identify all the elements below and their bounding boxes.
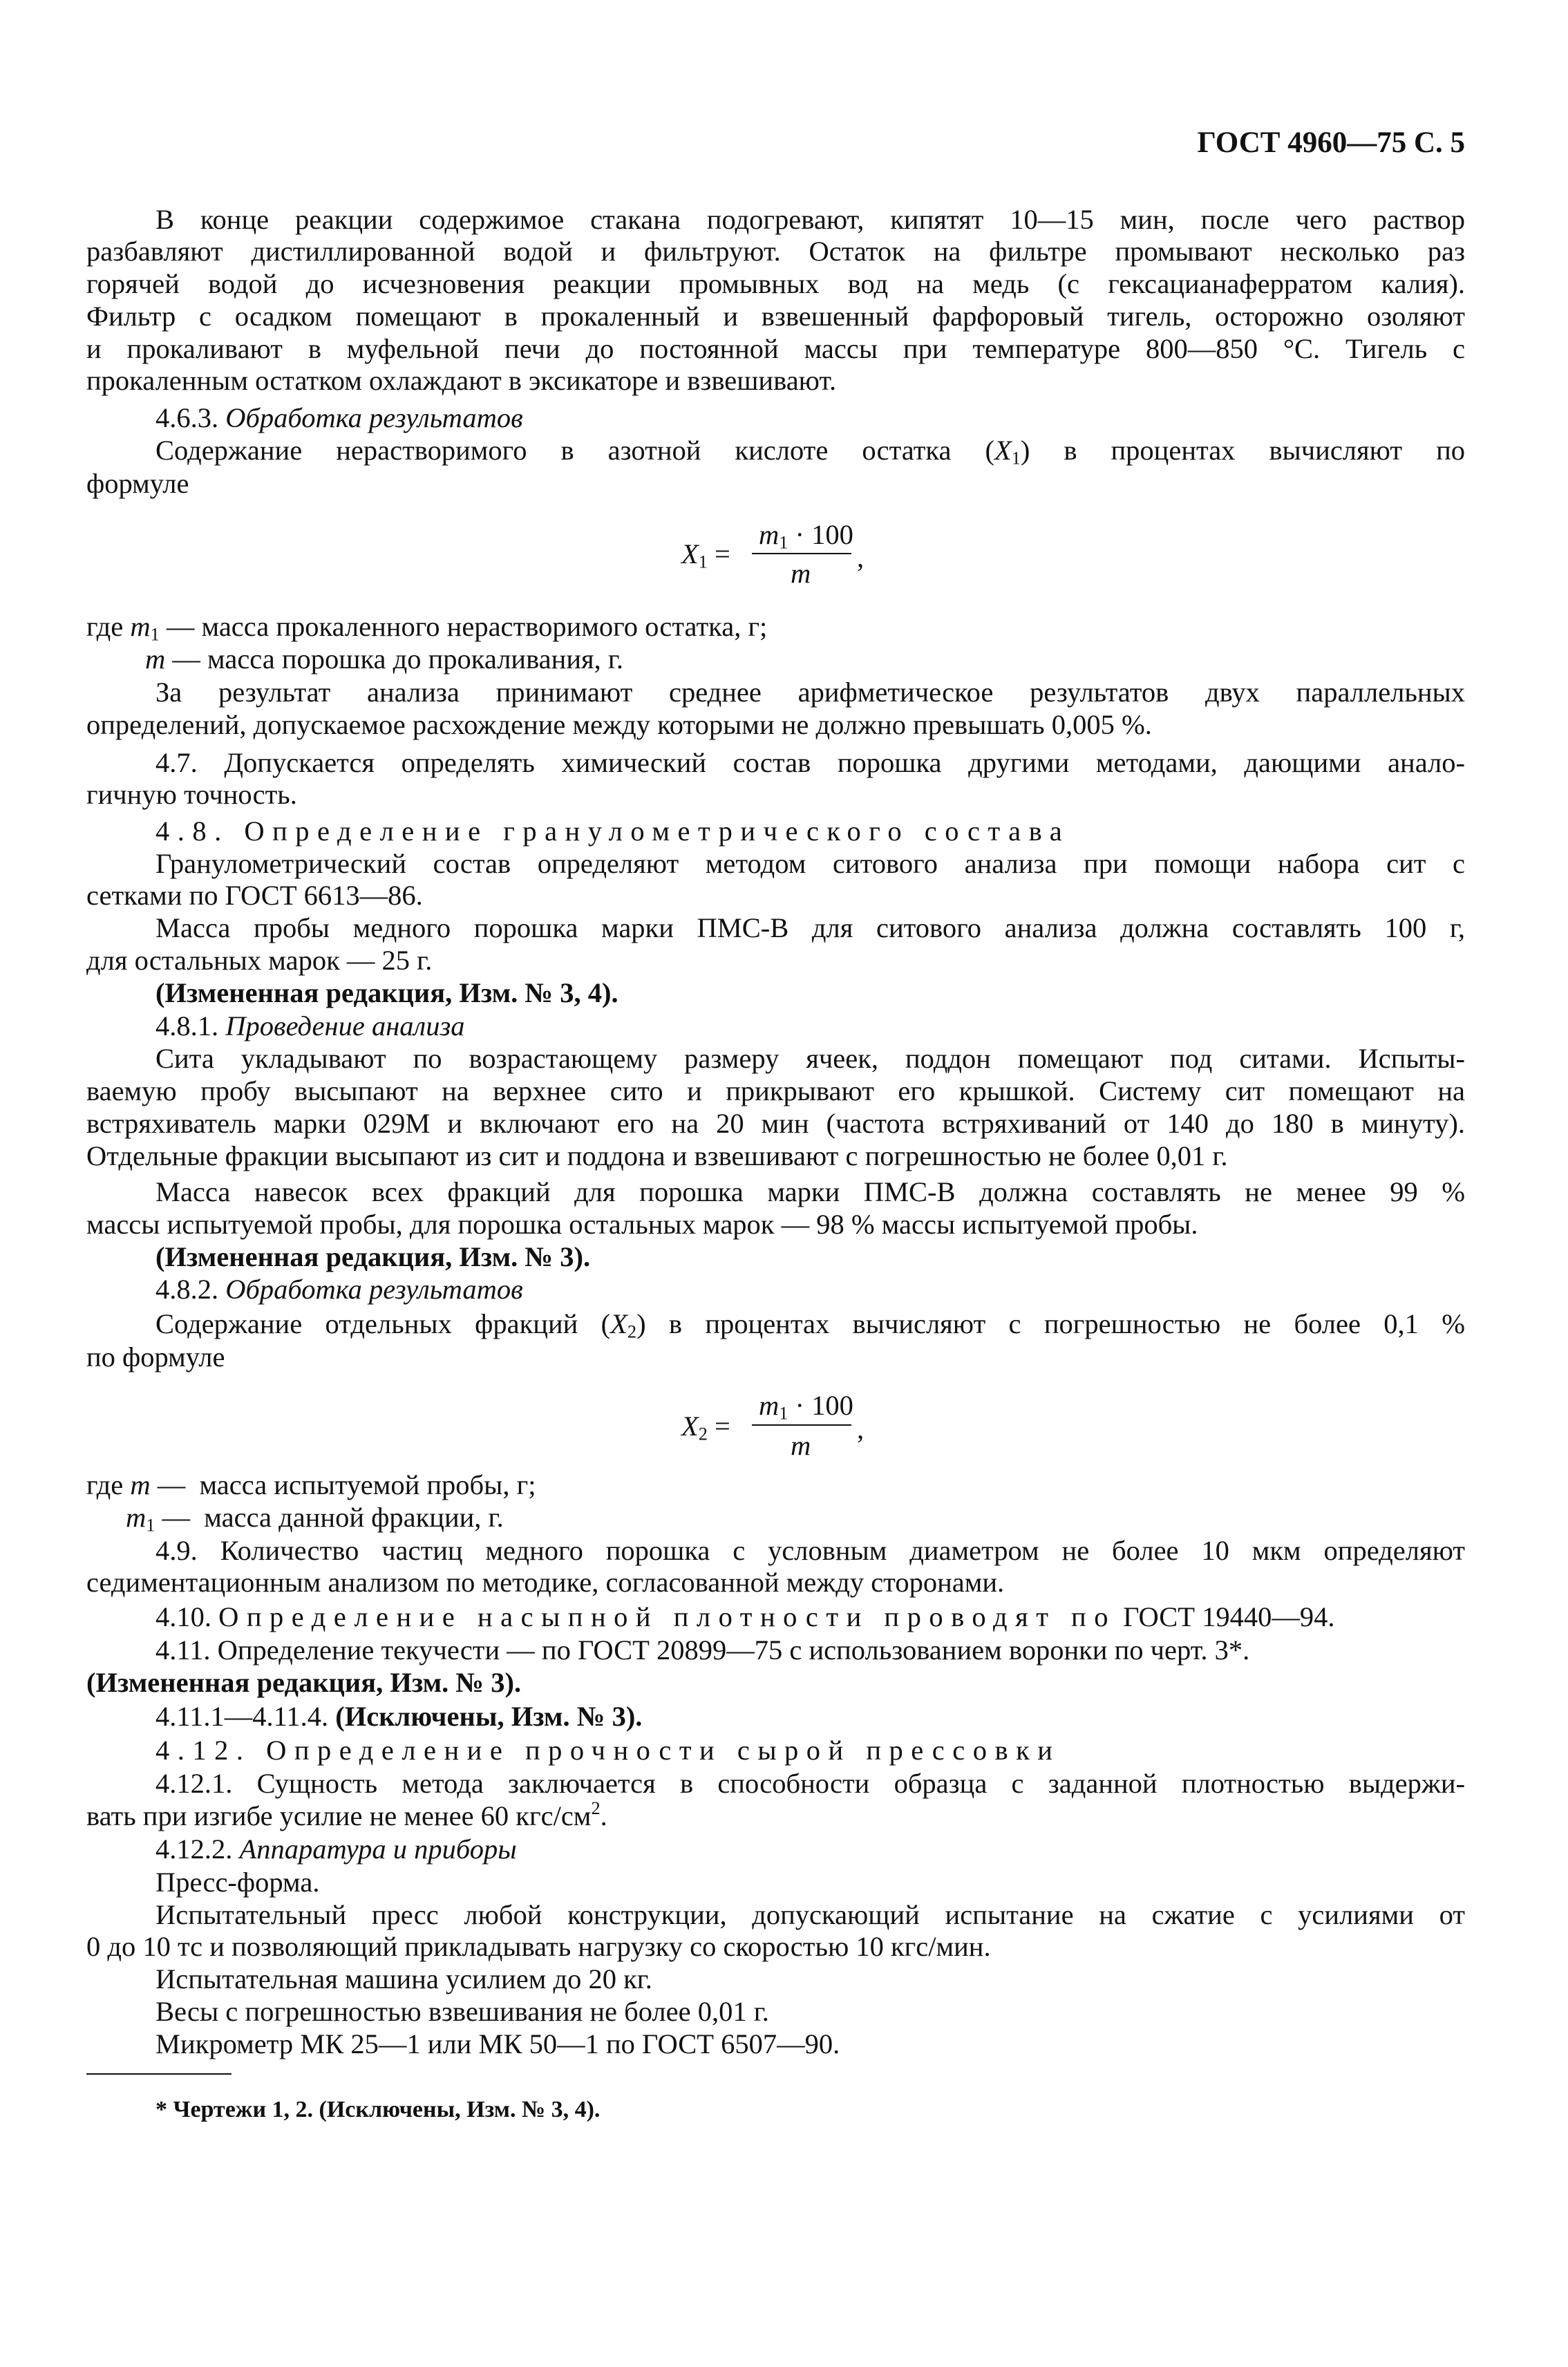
text-line: формуле: [86, 468, 189, 499]
formula-lhs: $X_1$ =: [681, 538, 730, 572]
section-heading: 4.12.2. Аппаратура и приборы: [155, 1833, 517, 1865]
section-heading: 4.8. Определение гранулометрического состава: [155, 815, 1070, 847]
text-line: сетками по ГОСТ 6613—86.: [86, 880, 423, 911]
text-line: Отдельные фракции высыпают из сит и поддона и взвешивают с погрешностью не более 0,01 г.: [86, 1140, 1228, 1171]
text-line: 4.11.1—4.11.4. (Исключены, Изм. № 3).: [155, 1701, 643, 1732]
amendment-note: (Измененная редакция, Изм. № 3).: [86, 1667, 522, 1698]
text-line: За результат анализа принимают среднее арифметическое результатов двух параллельных: [155, 677, 1465, 708]
text-line: 4.11. Определение текучести — по ГОСТ 20899—75 с использованием воронки по черт. 3*.: [155, 1634, 1250, 1666]
text-line: Гранулометрический состав определяют методом ситового анализа при помощи набора сит с: [155, 848, 1465, 879]
text-line: Масса пробы медного порошка марки ПМС-В для ситового анализа должна составлять 100 г,: [155, 912, 1465, 943]
text-line: Масса навесок всех фракций для порошка марки ПМС-В должна составлять не менее 99 %: [155, 1176, 1465, 1207]
section-heading: 4.10. Определение насыпной плотности проводят по ГОСТ 19440—94.: [155, 1601, 1335, 1632]
section-heading: 4.8.2. Обработка результатов: [155, 1274, 523, 1305]
text-line: гичную точность.: [86, 779, 297, 810]
formula-denominator: m: [791, 1430, 811, 1461]
text-line: прокаленным остатком охлаждают в эксикаторе и взвешивают.: [86, 365, 837, 396]
footnote: * Чертежи 1, 2. (Исключены, Изм. № 3, 4).: [155, 2097, 601, 2122]
text-line: В конце реакции содержимое стакана подогревают, кипятят 10—15 мин, после чего раствор: [155, 204, 1465, 235]
section-heading: 4.8.1. Проведение анализа: [155, 1010, 465, 1041]
formula-denominator: m: [791, 558, 811, 589]
list-item: Микрометр МК 25—1 или МК 50—1 по ГОСТ 6507—90.: [155, 2028, 840, 2059]
text-line: где m — масса испытуемой пробы, г;: [86, 1469, 536, 1500]
text-line: 4.7. Допускается определять химический состав порошка другими методами, дающими анало-: [155, 747, 1465, 778]
text-line: Содержание отдельных фракций $(X_2)$ в процентах вычисляют с погрешностью не более 0,1 %: [155, 1308, 1465, 1342]
formula-numerator: $m_1 \cdot 100$: [759, 1390, 853, 1424]
text-line: по формуле: [86, 1341, 225, 1373]
text-line: и прокаливают в муфельной печи до постоянной массы при температуре 800—850 °С. Тигель с: [86, 333, 1465, 364]
text-line: определений, допускаемое расхождение между которыми не должно превышать 0,005 %.: [86, 709, 1152, 740]
list-item: Испытательная машина усилием до 20 кг.: [155, 1963, 652, 1994]
list-item: Пресс-форма.: [155, 1867, 320, 1898]
text-line: горячей водой до исчезновения реакции промывных вод на медь (с гексацианаферратом калия).: [86, 268, 1465, 299]
list-item: Весы с погрешностью взвешивания не более 0,01 г.: [155, 1996, 769, 2027]
formula-numerator: $m_1 \cdot 100$: [759, 519, 853, 553]
text-line: разбавляют дистиллированной водой и фильтруют. Остаток на фильтре промывают несколько раз: [86, 236, 1465, 267]
footnote-divider: [86, 2073, 232, 2075]
fraction-bar: [752, 1424, 851, 1426]
text-line: 4.9. Количество частиц медного порошка с условным диаметром не более 10 мкм определяют: [155, 1535, 1465, 1566]
page-header: ГОСТ 4960—75 С. 5: [1197, 126, 1465, 159]
formula-lhs: $X_2$ =: [681, 1411, 730, 1444]
text-line: Содержание нерастворимого в азотной кислоте остатка $(X_1)$ в процентах вычисляют по: [155, 435, 1465, 469]
text-line: массы испытуемой пробы, для порошка остальных марок — 98 % массы испытуемой пробы.: [86, 1209, 1198, 1240]
list-item: 0 до 10 тс и позволяющий прикладывать нагрузку со скоростью 10 кгс/мин.: [86, 1931, 991, 1962]
list-item: Испытательный пресс любой конструкции, допускающий испытание на сжатие с усилиями от: [155, 1899, 1465, 1930]
text-line: вать при изгибе усилие не менее 60 кгс/$см^2$.: [86, 1798, 607, 1831]
amendment-note: (Измененная редакция, Изм. № 3, 4).: [155, 977, 618, 1008]
text-line: $m_1$ — масса данной фракции, г.: [126, 1502, 504, 1536]
text-line: для остальных марок — 25 г.: [86, 945, 433, 976]
formula-comma: ,: [857, 542, 865, 573]
text-line: m — масса порошка до прокаливания, г.: [145, 643, 624, 675]
fraction-bar: [752, 553, 851, 554]
text-line: 4.12.1. Сущность метода заключается в способности образца с заданной плотностью выдержи-: [155, 1768, 1465, 1799]
text-line: где $m_1$ — масса прокаленного нерастворимого остатка, г;: [86, 611, 768, 645]
text-line: Сита укладывают по возрастающему размеру ячеек, поддон помещают под ситами. Испыты-: [155, 1043, 1465, 1074]
text-line: седиментационным анализом по методике, согласованной между сторонами.: [86, 1567, 1005, 1598]
section-heading: 4.6.3. Обработка результатов: [155, 402, 523, 433]
section-heading: 4.12. Определение прочности сырой прессовки: [155, 1735, 1061, 1766]
text-line: ваемую пробу высыпают на верхнее сито и прикрывают его крышкой. Систему сит помещают на: [86, 1075, 1465, 1106]
text-line: Фильтр с осадком помещают в прокаленный и взвешенный фарфоровый тигель, осторожно озоляют: [86, 301, 1465, 332]
formula-comma: ,: [857, 1413, 865, 1444]
amendment-note: (Измененная редакция, Изм. № 3).: [155, 1241, 591, 1272]
text-line: встряхиватель марки 029М и включают его на 20 мин (частота встряхиваний от 140 до 180 в минуту).: [86, 1108, 1465, 1139]
